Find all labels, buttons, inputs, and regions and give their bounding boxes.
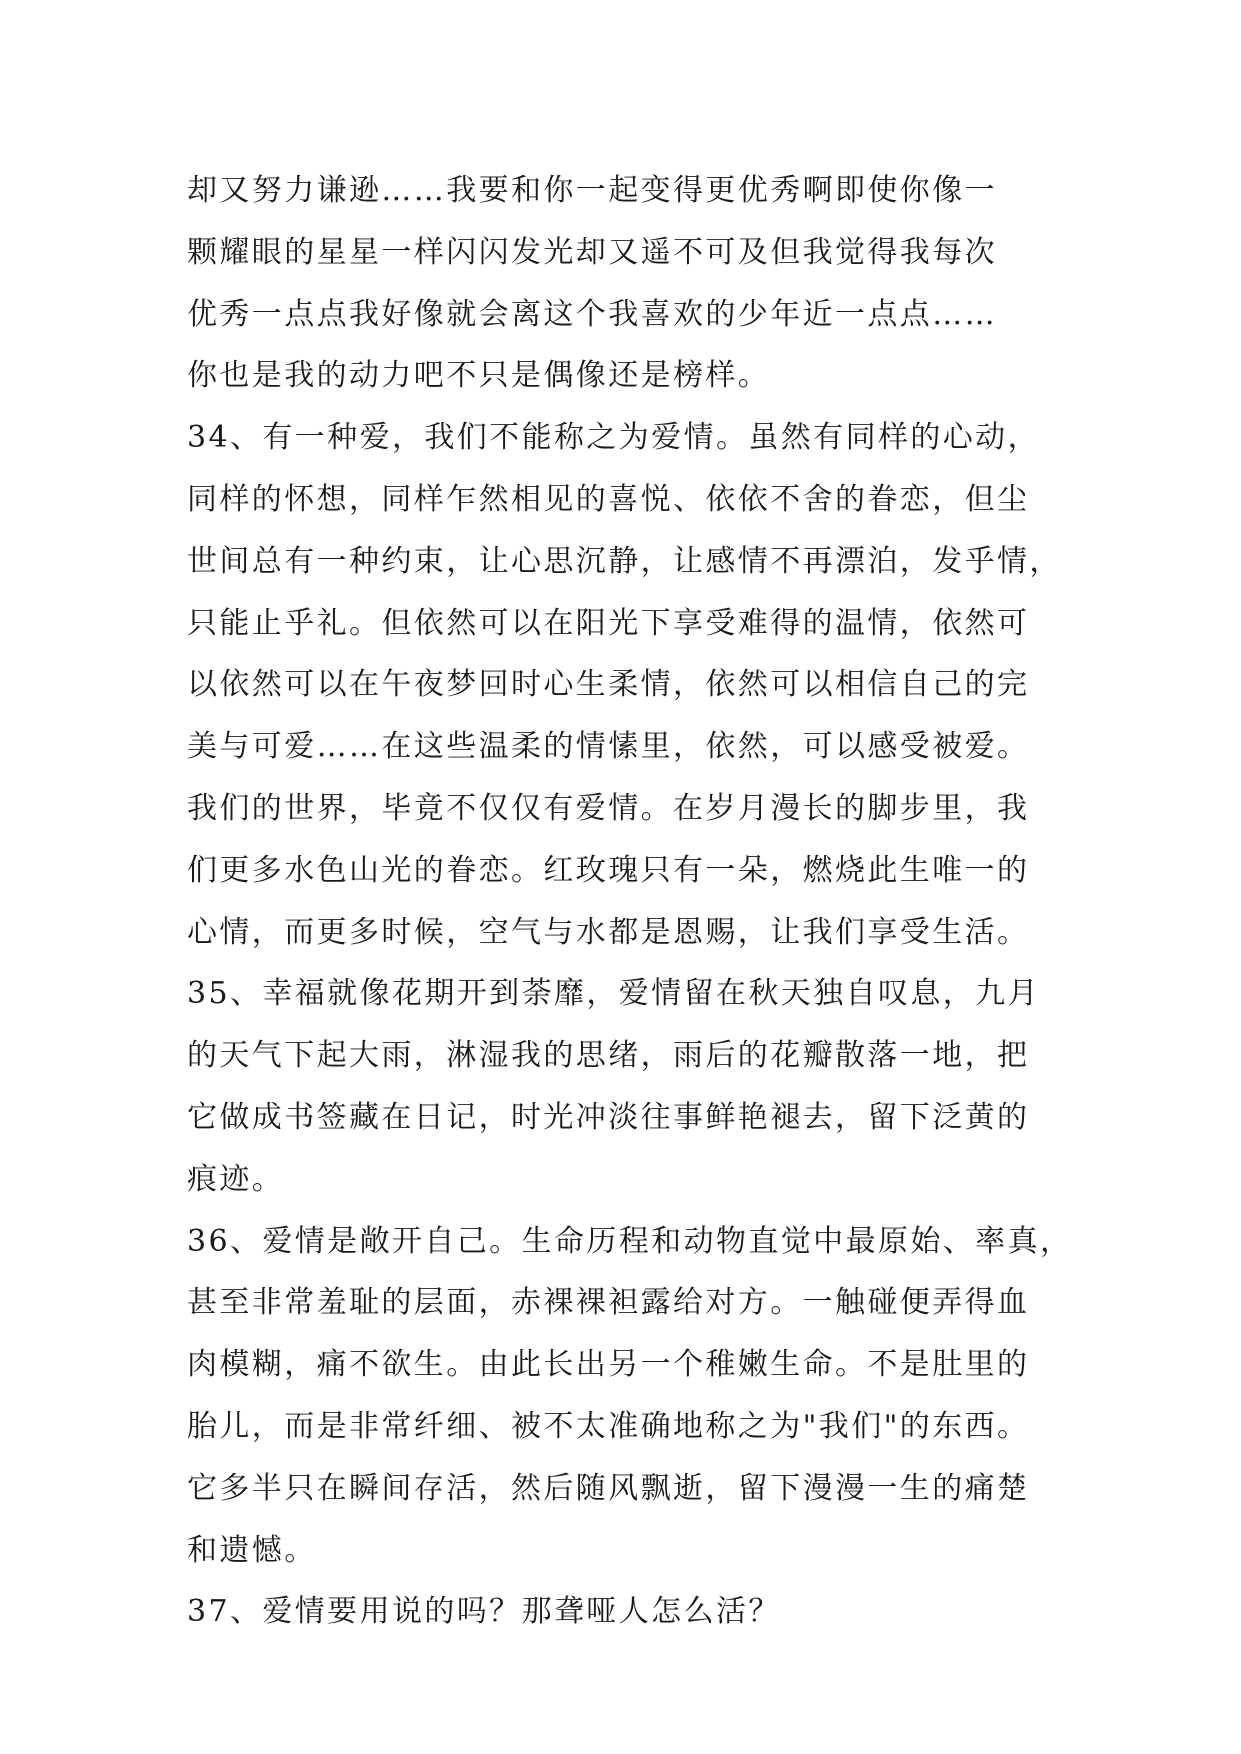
text-line: 37、爱情要用说的吗？那聋哑人怎么活？ (187, 1594, 781, 1630)
text-line: 它做成书签藏在日记，时光冲淡往事鲜艳褪去，留下泛黄的 (187, 1099, 1030, 1135)
text-line: 优秀一点点我好像就会离这个我喜欢的少年近一点点…… (187, 296, 997, 332)
text-line: 我们的世界，毕竟不仅仅有爱情。在岁月漫长的脚步里，我 (187, 790, 1030, 826)
text-line: 世间总有一种约束，让心思沉静，让感情不再漂泊，发乎情， (187, 543, 1062, 579)
text-line: 只能止乎礼。但依然可以在阳光下享受难得的温情，依然可 (187, 605, 1030, 641)
text-line: 你也是我的动力吧不只是偶像还是榜样。 (187, 358, 771, 394)
text-line: 36、爱情是敞开自己。生命历程和动物直觉中最原始、率真， (187, 1223, 1073, 1259)
text-line: 35、幸福就像花期开到荼靡，爱情留在秋天独自叹息，九月 (187, 976, 1040, 1012)
text-line: 胎儿，而是非常纤细、被不太准确地称之为"我们"的东西。 (187, 1408, 1030, 1444)
text-line: 的天气下起大雨，淋湿我的思绪，雨后的花瓣散落一地，把 (187, 1038, 1030, 1074)
document-body (187, 160, 1073, 1643)
text-line: 却又努力谦逊……我要和你一起变得更优秀啊即使你像一 (187, 173, 997, 208)
text-line: 颗耀眼的星星一样闪闪发光却又遥不可及但我觉得我每次 (187, 234, 997, 270)
text-line: 它多半只在瞬间存活，然后随风飘逝，留下漫漫一生的痛楚 (187, 1470, 1030, 1506)
text-line: 同样的怀想，同样乍然相见的喜悦、依依不舍的眷恋，但尘 (187, 481, 1030, 517)
text-line: 甚至非常羞耻的层面，赤裸裸袒露给对方。一触碰便弄得血 (187, 1285, 1030, 1321)
text-line: 们更多水色山光的眷恋。红玫瑰只有一朵，燃烧此生唯一的 (187, 852, 1030, 888)
text-line: 痕迹。 (187, 1161, 285, 1197)
text-line: 34、有一种爱，我们不能称之为爱情。虽然有同样的心动， (187, 420, 1040, 456)
text-line: 以依然可以在午夜梦回时心生柔情，依然可以相信自己的完 (187, 667, 1030, 703)
text-line: 肉模糊，痛不欲生。由此长出另一个稚嫩生命。不是肚里的 (187, 1347, 1030, 1383)
text-line: 和遗憾。 (187, 1532, 317, 1568)
text-line: 美与可爱……在这些温柔的情愫里，依然，可以感受被爱。 (187, 729, 1030, 765)
text-line: 心情，而更多时候，空气与水都是恩赐，让我们享受生活。 (187, 914, 1030, 950)
